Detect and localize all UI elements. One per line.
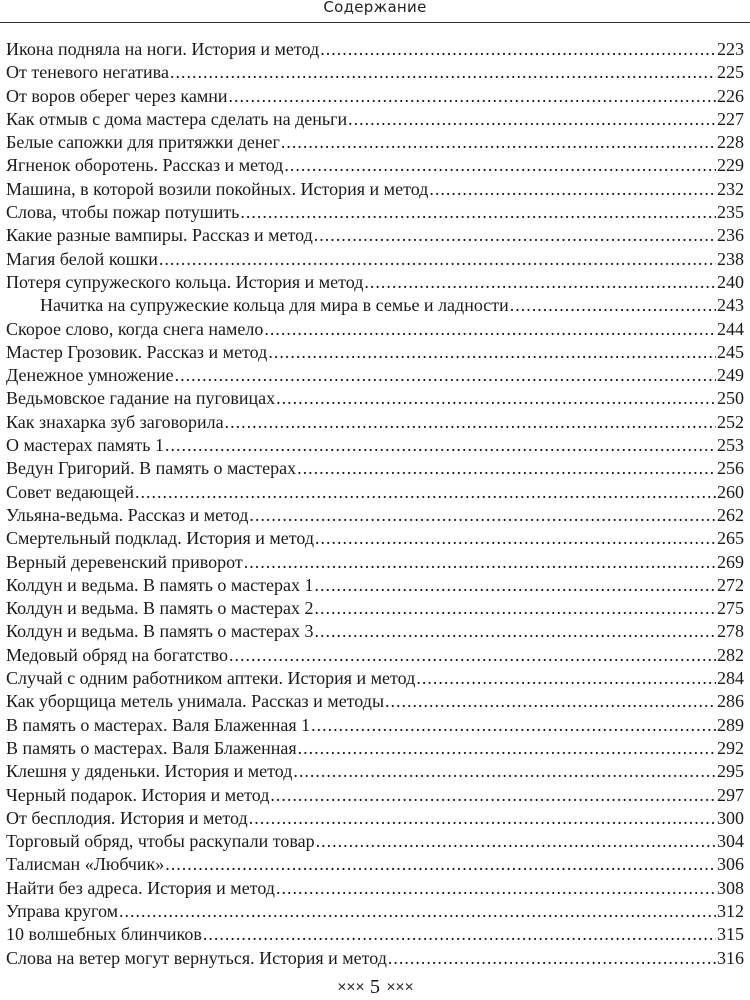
toc-entry	[6, 714, 744, 737]
toc-leader-dots	[165, 853, 716, 876]
toc-entry	[6, 61, 744, 84]
toc-entry-page: 235	[717, 202, 744, 223]
toc-entry-title: Совет ведающей	[6, 481, 134, 502]
toc-entry	[6, 504, 744, 527]
toc-entry	[6, 248, 744, 271]
toc-entry-title: Начитка на супружеские кольца для мира в семье и ладности	[40, 295, 509, 316]
toc-entry-title: Машина, в которой возили покойных. История и метод	[6, 178, 429, 199]
toc-leader-dots	[249, 807, 716, 830]
toc-leader-dots	[315, 620, 716, 643]
toc-entry	[6, 38, 744, 61]
toc-entry-title: Как знахарка зуб заговорила	[6, 411, 224, 432]
toc-entry	[6, 457, 744, 480]
toc-entry-page: 289	[717, 714, 744, 735]
toc-entry-title: Скорое слово, когда снега намело	[6, 318, 264, 339]
left-ornament-icon: ✕✕✕	[336, 979, 364, 994]
toc-entry-title: Ведьмовское гадание на пуговицах	[6, 388, 276, 409]
toc-entry-title: Потеря супружеского кольца. История и метод	[6, 271, 364, 292]
toc-entry-page: 223	[717, 39, 744, 59]
toc-entry-page: 238	[717, 248, 744, 269]
toc-leader-dots	[268, 341, 716, 364]
toc-entry-title: Колдун и ведьма. В память о мастерах 1	[6, 574, 314, 595]
toc-leader-dots	[385, 690, 716, 713]
toc-entry-page: 262	[717, 504, 744, 525]
toc-entry-page: 252	[717, 411, 744, 432]
toc-entry-title: Слова на ветер могут вернуться. История и метод	[6, 947, 387, 968]
toc-entry-page: 295	[717, 761, 744, 782]
toc-leader-dots	[316, 830, 716, 853]
toc-leader-dots	[281, 131, 716, 154]
toc-entry-title: Торговый обряд, чтобы раскупали товар	[6, 831, 315, 852]
toc-leader-dots	[170, 61, 716, 84]
toc-leader-dots	[510, 294, 716, 317]
toc-leader-dots	[244, 551, 716, 574]
toc-entry	[6, 434, 744, 457]
right-ornament-icon: ✕✕✕	[386, 979, 414, 994]
toc-entry	[6, 853, 744, 876]
toc-entry-title: Верный деревенский приворот	[6, 551, 243, 572]
toc-leader-dots	[429, 178, 716, 201]
toc-entry-title: Как уборщица метель унимала. Рассказ и методы	[6, 691, 385, 712]
toc-leader-dots	[311, 714, 716, 737]
toc-leader-dots	[364, 271, 716, 294]
toc-entry	[6, 178, 744, 201]
toc-entry-title: Колдун и ведьма. В память о мастерах 2	[6, 598, 314, 619]
toc-entry-title: Медовый обряд на богатство	[6, 644, 229, 665]
toc-entry-page: 265	[717, 528, 744, 549]
toc-leader-dots	[293, 760, 716, 783]
toc-entry-page: 312	[717, 900, 744, 921]
toc-entry	[6, 131, 744, 154]
toc-leader-dots	[416, 667, 716, 690]
toc-entry-title: Ягненок оборотень. Рассказ и метод	[6, 155, 284, 176]
toc-entry-title: Ведун Григорий. В память о мастерах	[6, 458, 297, 479]
toc-leader-dots	[175, 364, 716, 387]
toc-entry-page: 304	[717, 831, 744, 852]
toc-leader-dots	[315, 527, 716, 550]
toc-entry	[6, 411, 744, 434]
toc-leader-dots	[119, 900, 716, 923]
toc-entry-page: 315	[717, 924, 744, 945]
toc-entry-page: 244	[717, 318, 744, 339]
page-number: 5	[370, 975, 380, 998]
toc-entry-title: От теневого негатива	[6, 62, 169, 83]
toc-entry-page: 308	[717, 877, 744, 898]
toc-entry-page: 282	[717, 644, 744, 665]
toc-leader-dots	[276, 877, 716, 900]
toc-entry-page: 226	[717, 85, 744, 106]
toc-entry-page: 278	[717, 621, 744, 642]
toc-entry-page: 306	[717, 854, 744, 875]
page-footer	[0, 976, 750, 998]
toc-entry	[6, 224, 744, 247]
toc-entry	[6, 923, 744, 946]
toc-entry-page: 292	[717, 737, 744, 758]
table-of-contents	[6, 38, 744, 970]
toc-entry	[6, 108, 744, 131]
toc-entry-title: О мастерах память 1	[6, 435, 164, 456]
toc-leader-dots	[297, 457, 716, 480]
toc-entry	[6, 760, 744, 783]
toc-leader-dots	[315, 574, 716, 597]
toc-entry-title: От бесплодия. История и метод	[6, 807, 248, 828]
toc-entry	[6, 201, 744, 224]
toc-entry	[6, 597, 744, 620]
toc-entry-title: Черный подарок. История и метод	[6, 784, 270, 805]
toc-entry-title: Случай с одним работником аптеки. История и метод	[6, 668, 416, 689]
toc-leader-dots	[270, 784, 716, 807]
toc-entry-title: Управа кругом	[6, 900, 119, 921]
toc-entry	[6, 341, 744, 364]
toc-entry-page: 256	[717, 458, 744, 479]
toc-entry-page: 240	[717, 271, 744, 292]
toc-entry-title: Икона подняла на ноги. История и метод	[6, 39, 320, 59]
toc-entry-page: 286	[717, 691, 744, 712]
toc-entry-page: 269	[717, 551, 744, 572]
toc-entry-title: Магия белой кошки	[6, 248, 158, 269]
toc-entry	[6, 271, 744, 294]
toc-entry-page: 260	[717, 481, 744, 502]
toc-leader-dots	[249, 504, 716, 527]
toc-entry	[6, 620, 744, 643]
toc-entry-page: 228	[717, 132, 744, 153]
toc-entry	[6, 947, 744, 970]
toc-leader-dots	[159, 248, 716, 271]
toc-entry	[6, 737, 744, 760]
toc-entry-page: 275	[717, 598, 744, 619]
toc-entry	[6, 784, 744, 807]
toc-leader-dots	[225, 411, 716, 434]
toc-entry	[6, 900, 744, 923]
toc-entry	[6, 154, 744, 177]
toc-leader-dots	[135, 481, 716, 504]
toc-entry-page: 236	[717, 225, 744, 246]
toc-leader-dots	[348, 108, 716, 131]
toc-entry-page: 316	[717, 947, 744, 968]
toc-entry-title: Колдун и ведьма. В память о мастерах 3	[6, 621, 314, 642]
toc-leader-dots	[284, 154, 716, 177]
toc-entry	[6, 877, 744, 900]
toc-entry-page: 253	[717, 435, 744, 456]
toc-entry	[6, 318, 744, 341]
toc-entry-page: 284	[717, 668, 744, 689]
toc-entry	[6, 667, 744, 690]
toc-entry-title: Мастер Грозовик. Рассказ и метод	[6, 341, 268, 362]
toc-entry	[6, 644, 744, 667]
toc-entry	[6, 807, 744, 830]
toc-entry-title: Ульяна-ведьма. Рассказ и метод	[6, 504, 249, 525]
toc-entry-title: Талисман «Любчик»	[6, 854, 165, 875]
toc-entry-page: 297	[717, 784, 744, 805]
toc-entry-page: 243	[717, 295, 744, 316]
toc-leader-dots	[276, 387, 716, 410]
toc-entry-page: 249	[717, 365, 744, 386]
toc-leader-dots	[165, 434, 716, 457]
toc-entry-title: В память о мастерах. Валя Блаженная 1	[6, 714, 311, 735]
toc-leader-dots	[320, 38, 716, 61]
toc-leader-dots	[229, 85, 716, 108]
toc-entry-page: 300	[717, 807, 744, 828]
toc-entry	[6, 551, 744, 574]
toc-entry-title: Денежное умножение	[6, 365, 174, 386]
toc-entry-page: 245	[717, 341, 744, 362]
toc-entry	[6, 85, 744, 108]
toc-entry	[6, 481, 744, 504]
toc-entry-title: Белые сапожки для притяжки денег	[6, 132, 280, 153]
toc-entry	[6, 574, 744, 597]
toc-entry-title: Найти без адреса. История и метод	[6, 877, 275, 898]
toc-entry-title: Как отмыв с дома мастера сделать на деньги	[6, 108, 348, 129]
toc-leader-dots	[240, 201, 716, 224]
toc-entry-title: 10 волшебных блинчиков	[6, 924, 202, 945]
toc-leader-dots	[315, 597, 716, 620]
toc-leader-dots	[203, 923, 716, 946]
toc-entry	[6, 690, 744, 713]
toc-leader-dots	[264, 318, 716, 341]
toc-leader-dots	[314, 224, 716, 247]
header-rule	[0, 22, 750, 23]
toc-entry-title: В память о мастерах. Валя Блаженная	[6, 737, 297, 758]
toc-leader-dots	[388, 947, 716, 970]
toc-entry-title: Смертельный подклад. История и метод	[6, 528, 315, 549]
toc-entry-title: Слова, чтобы пожар потушить	[6, 202, 240, 223]
toc-entry-title: Клешня у дяденьки. История и метод	[6, 761, 293, 782]
toc-entry	[6, 294, 744, 317]
toc-entry-page: 227	[717, 108, 744, 129]
toc-entry-title: Какие разные вампиры. Рассказ и метод	[6, 225, 313, 246]
toc-entry	[6, 527, 744, 550]
toc-entry	[6, 364, 744, 387]
toc-entry-page: 225	[717, 62, 744, 83]
toc-entry-page: 229	[717, 155, 744, 176]
toc-entry-page: 232	[717, 178, 744, 199]
toc-leader-dots	[298, 737, 716, 760]
running-header: Содержание	[323, 0, 427, 16]
toc-entry-page: 272	[717, 574, 744, 595]
toc-entry-title: От воров оберег через камни	[6, 85, 228, 106]
toc-leader-dots	[229, 644, 716, 667]
toc-entry	[6, 830, 744, 853]
toc-entry	[6, 387, 744, 410]
toc-entry-page: 250	[717, 388, 744, 409]
